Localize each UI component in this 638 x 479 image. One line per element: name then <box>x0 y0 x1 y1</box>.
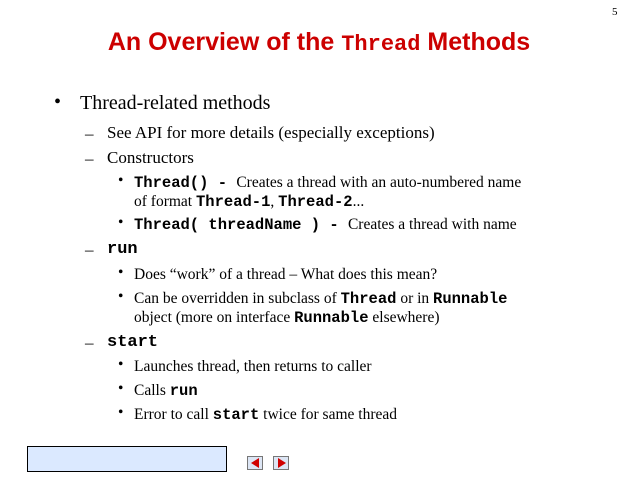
bullet-thread-methods <box>54 91 61 114</box>
bullet-marker: • <box>118 380 124 397</box>
ctor2-line: Thread( threadName ) - Creates a thread with name <box>134 216 517 234</box>
run-item-1: Does “work” of a thread – What does this mean? <box>134 266 438 283</box>
constructors-text: Constructors <box>107 148 194 167</box>
arrow-left-icon <box>251 458 259 468</box>
bullet-marker: • <box>54 91 62 113</box>
bullet-marker: • <box>118 288 124 305</box>
prev-slide-button[interactable] <box>247 456 263 470</box>
run-item-2-line1: Can be overridden in subclass of Thread or in Runnable <box>134 290 508 308</box>
slide-title: An Overview of the Thread Methods <box>107 28 531 57</box>
bullet-marker: • <box>118 264 124 281</box>
bullet-marker: • <box>118 214 124 231</box>
ctor1-line1: Thread() - Creates a thread with an auto-numbered name <box>134 174 522 192</box>
page-number: 5 <box>612 6 618 18</box>
dash-marker: – <box>85 333 94 352</box>
bullet-marker: • <box>118 172 124 189</box>
dash-marker: – <box>85 240 94 259</box>
see-api-text: See API for more details (especially exceptions) <box>107 123 435 142</box>
run-item-2-line2: object (more on interface Runnable elsewhere) <box>134 309 440 327</box>
run-heading: run <box>107 240 138 259</box>
start-item-3: Error to call start twice for same thread <box>134 406 397 424</box>
footer-box <box>27 446 227 472</box>
dash-marker: – <box>85 149 94 168</box>
dash-marker: – <box>85 124 94 143</box>
start-item-1: Launches thread, then returns to caller <box>134 358 372 375</box>
thread-methods-text: Thread-related methods <box>80 92 271 114</box>
start-item-2: Calls run <box>134 382 198 400</box>
ctor1-line2: of format Thread-1, Thread-2... <box>134 193 365 211</box>
arrow-right-icon <box>278 458 286 468</box>
start-heading: start <box>107 333 159 352</box>
bullet-marker: • <box>118 404 124 421</box>
next-slide-button[interactable] <box>273 456 289 470</box>
bullet-marker: • <box>118 356 124 373</box>
